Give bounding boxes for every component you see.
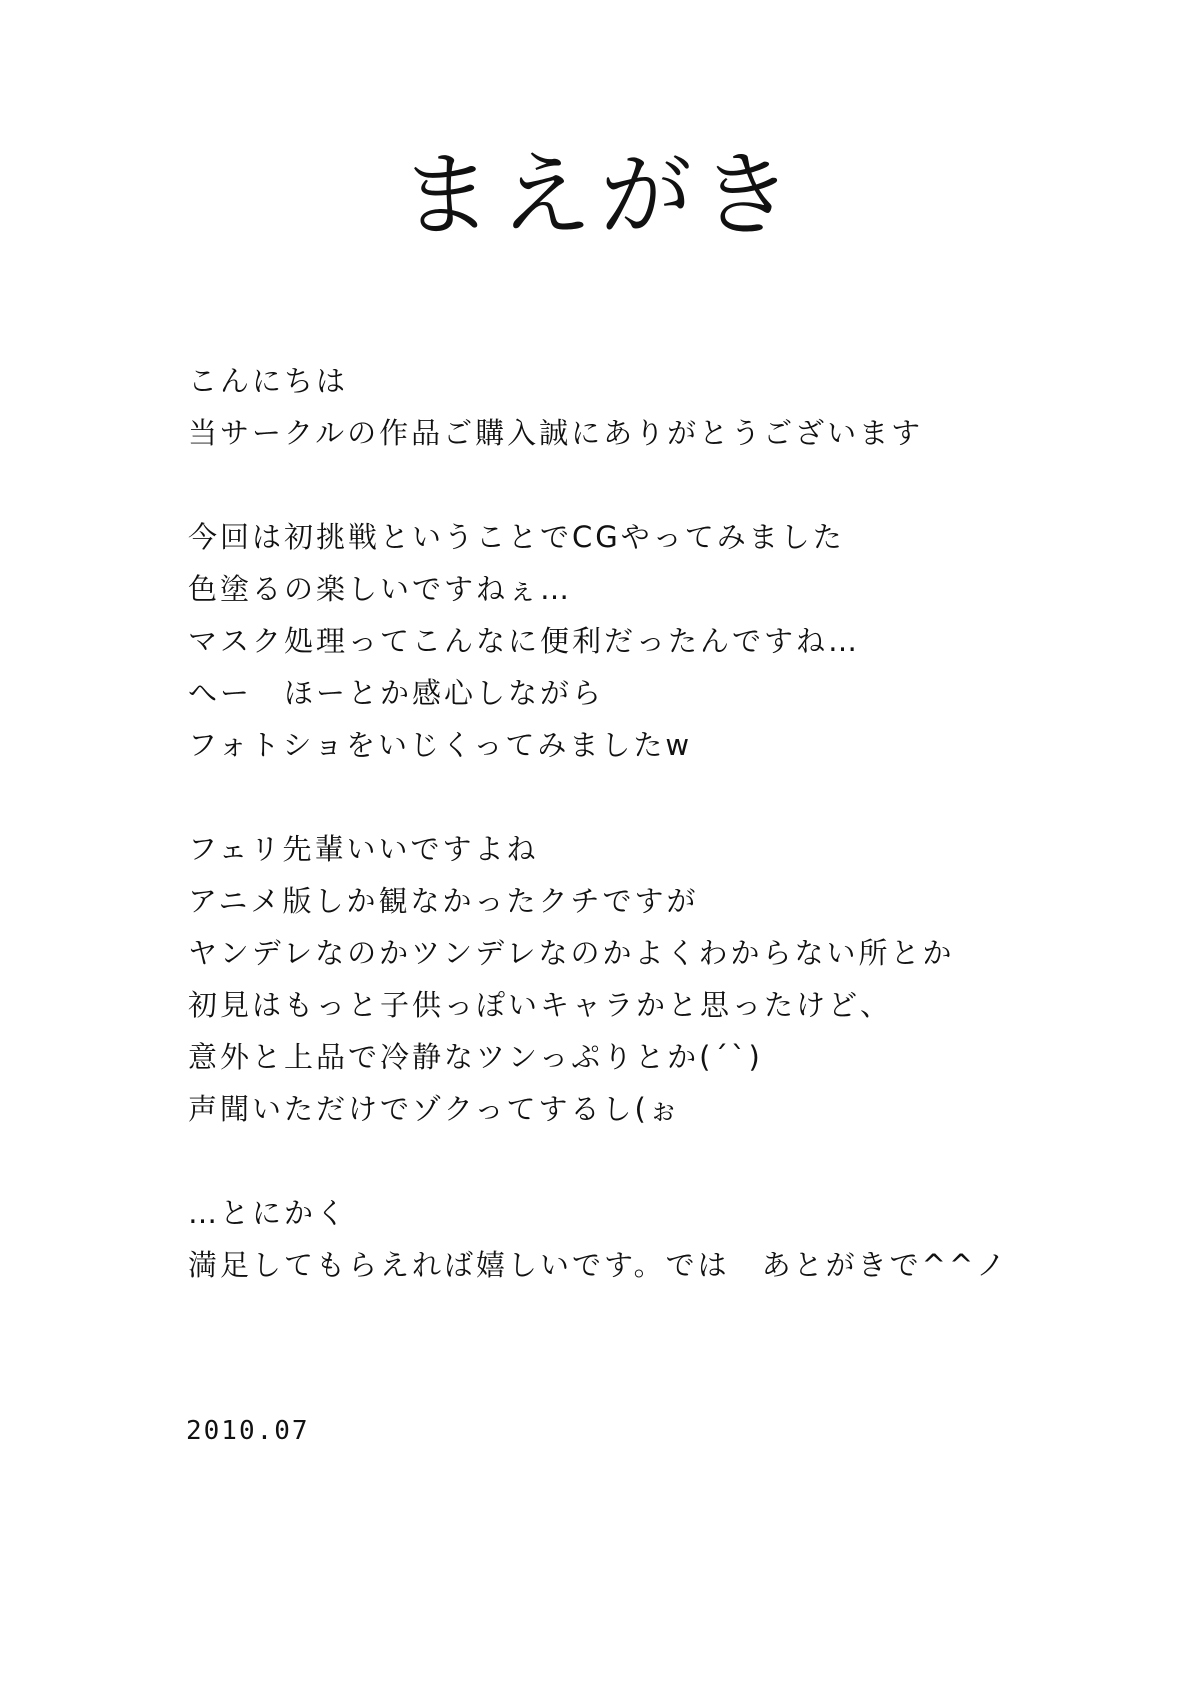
paragraph-cg-attempt: [188, 511, 1148, 771]
body-text: [188, 355, 1148, 1291]
text-line: 当サークルの作品ご購入誠にありがとうございます: [188, 416, 924, 450]
text-line: 意外と上品で冷静なツンっぷりとか(´`): [188, 1040, 763, 1074]
text-line: ヤンデレなのかツンデレなのかよくわからない所とか: [188, 936, 955, 970]
paragraph-spacer: [188, 771, 1148, 823]
text-line: マスク処理ってこんなに便利だったんですね…: [188, 624, 861, 658]
paragraph-greeting: [188, 355, 1148, 459]
paragraph-spacer: [188, 1135, 1148, 1187]
page-title: まえがき: [399, 142, 800, 249]
text-line: フェリ先輩いいですよね: [188, 832, 539, 866]
paragraph-spacer: [188, 459, 1148, 511]
paragraph-closing: [188, 1187, 1148, 1291]
text-line: 今回は初挑戦ということでCGやってみました: [188, 520, 845, 554]
text-line: 初見はもっと子供っぽいキャラかと思ったけど、: [188, 988, 893, 1022]
text-line: …とにかく: [188, 1196, 349, 1230]
text-line: 声聞いただけでゾクってするし(ぉ: [188, 1092, 681, 1126]
text-line: 色塗るの楽しいですねぇ…: [188, 572, 573, 606]
text-line: こんにちは: [188, 364, 349, 398]
text-line: アニメ版しか観なかったクチですが: [188, 884, 699, 918]
text-line: へー ほーとか感心しながら: [188, 676, 605, 710]
text-line: 満足してもらえれば嬉しいです。では あとがきで^^ノ: [188, 1248, 1009, 1282]
date-stamp: 2010.07: [186, 1416, 310, 1446]
paragraph-character: [188, 823, 1148, 1135]
text-line: フォトショをいじくってみましたw: [188, 728, 693, 762]
